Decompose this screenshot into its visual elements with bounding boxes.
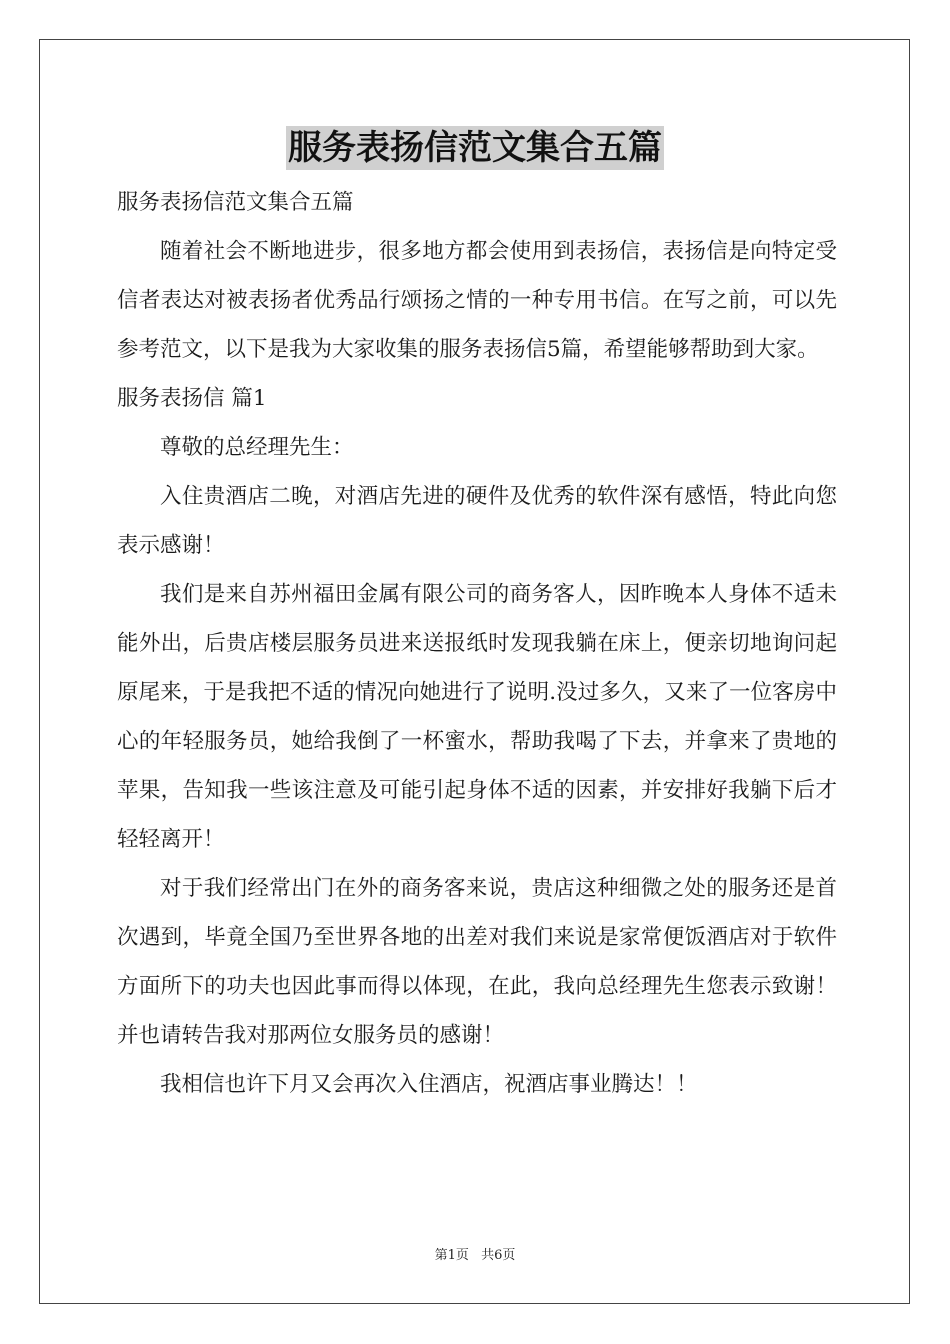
page-number: 第1页 <box>434 1248 469 1263</box>
body-paragraph: 我们是来自苏州福田金属有限公司的商务客人，因昨晚本人身体不适未能外出，后贵店楼层服务员进来送报纸时发现我躺在床上，便亲切地询问起原尾来，于是我把不适的情况向她进行了说明.没过多久，又来了一位客房中心的年轻服务员，她给我倒了一杯蜜水，帮助我喝了下去，并拿来了贵地的苹果，告知我一些该注意及可能引起身体不适的因素，并安排好我躺下后才轻轻离开！ <box>117 582 837 852</box>
salutation: 尊敬的总经理先生： <box>160 435 354 460</box>
title-container <box>0 126 950 170</box>
page-footer <box>0 1244 950 1263</box>
body-paragraph: 对于我们经常出门在外的商务客来说，贵店这种细微之处的服务还是首次遇到，毕竟全国乃至世界各地的出差对我们来说是家常便饭酒店对于软件方面所下的功夫也因此事而得以体现，在此，我向总经理先生您表示致谢！并也请转告我对那两位女服务员的感谢！ <box>117 876 837 1048</box>
body-paragraph: 我相信也许下月又会再次入住酒店，祝酒店事业腾达！！ <box>160 1072 698 1097</box>
body-paragraph: 入住贵酒店二晚，对酒店先进的硬件及优秀的软件深有感悟，特此向您表示感谢！ <box>117 484 837 558</box>
page-total: 共6页 <box>481 1248 516 1263</box>
intro-paragraph: 随着社会不断地进步，很多地方都会使用到表扬信，表扬信是向特定受信者表达对被表扬者优秀品行颂扬之情的一种专用书信。在写之前，可以先参考范文，以下是我为大家收集的服务表扬信5篇，希望能够帮助到大家。 <box>117 239 837 362</box>
subtitle-line: 服务表扬信范文集合五篇 <box>117 190 354 215</box>
document-body <box>117 178 837 1109</box>
document-title: 服务表扬信范文集合五篇 <box>288 128 662 168</box>
section-heading: 服务表扬信 篇1 <box>117 386 267 411</box>
